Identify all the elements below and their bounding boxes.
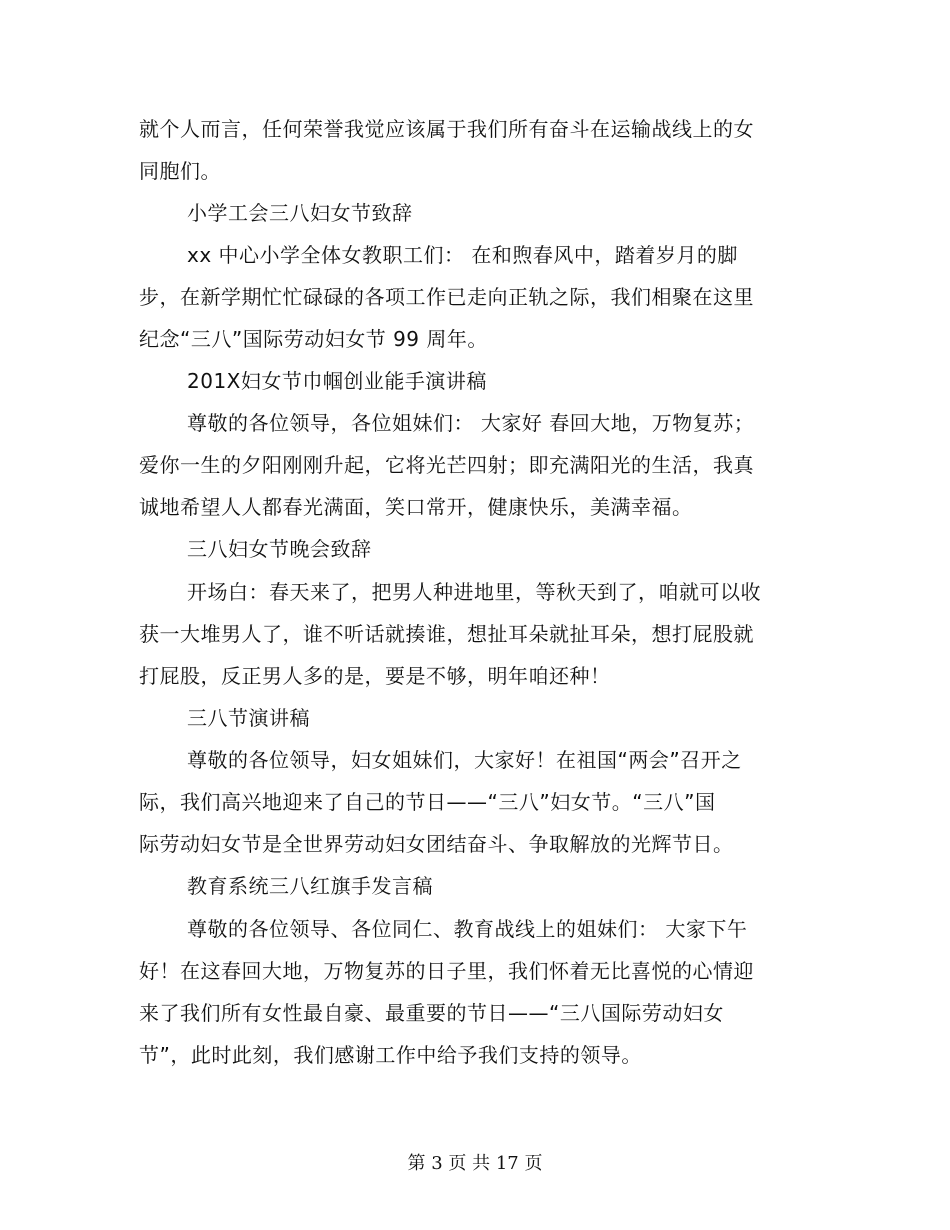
text-line: 打屁股，反正男人多的是，要是不够，明年咱还种！: [139, 664, 611, 688]
text-line: 尊敬的各位领导，各位姐妹们： 大家好 春回大地，万物复苏；: [187, 411, 755, 435]
text-line: 诚地希望人人都春光满面，笑口常开，健康快乐，美满幸福。: [139, 495, 693, 519]
section-heading: 三八节演讲稿: [187, 706, 310, 730]
section-heading: 三八妇女节晚会致辞: [187, 537, 372, 561]
text-line: 获一大堆男人了，谁不听话就揍谁，想扯耳朵就扯耳朵，想打屁股就: [139, 622, 754, 646]
page-number-footer: 第 3 页 共 17 页: [407, 1153, 543, 1174]
text-line: 开场白：春天来了，把男人种进地里，等秋天到了，咱就可以收: [187, 580, 761, 604]
text-line: 就个人而言，任何荣誉我觉应该属于我们所有奋斗在运输战线上的女: [139, 117, 754, 141]
text-line: 尊敬的各位领导、各位同仁、教育战线上的姐妹们： 大家下午: [187, 917, 748, 941]
text-line: 尊敬的各位领导，妇女姐妹们，大家好！在祖国“两会”召开之: [187, 748, 742, 772]
text-line: xx 中心小学全体女教职工们： 在和煦春风中，踏着岁月的脚: [187, 243, 738, 267]
text-line: 同胞们。: [139, 159, 221, 183]
text-line: 爱你一生的夕阳刚刚升起，它将光芒四射；即充满阳光的生活，我真: [139, 453, 754, 477]
text-line: 际劳动妇女节是全世界劳动妇女团结奋斗、争取解放的光辉节日。: [139, 832, 734, 856]
text-line: 际，我们高兴地迎来了自己的节日——“三八”妇女节。“三八”国: [139, 790, 716, 814]
text-line: 来了我们所有女性最自豪、最重要的节日——“三八国际劳动妇女: [139, 1001, 724, 1025]
section-heading: 201X妇女节巾帼创业能手演讲稿: [187, 369, 487, 393]
text-line: 节”，此时此刻，我们感谢工作中给予我们支持的领导。: [139, 1043, 642, 1067]
text-line: 好！在这春回大地，万物复苏的日子里，我们怀着无比喜悦的心情迎: [139, 959, 754, 983]
section-heading: 小学工会三八妇女节致辞: [187, 201, 413, 225]
section-heading: 教育系统三八红旗手发言稿: [187, 874, 433, 898]
text-line: 纪念“三八”国际劳动妇女节 99 周年。: [139, 327, 488, 351]
text-line: 步，在新学期忙忙碌碌的各项工作已走向正轨之际，我们相聚在这里: [139, 285, 754, 309]
